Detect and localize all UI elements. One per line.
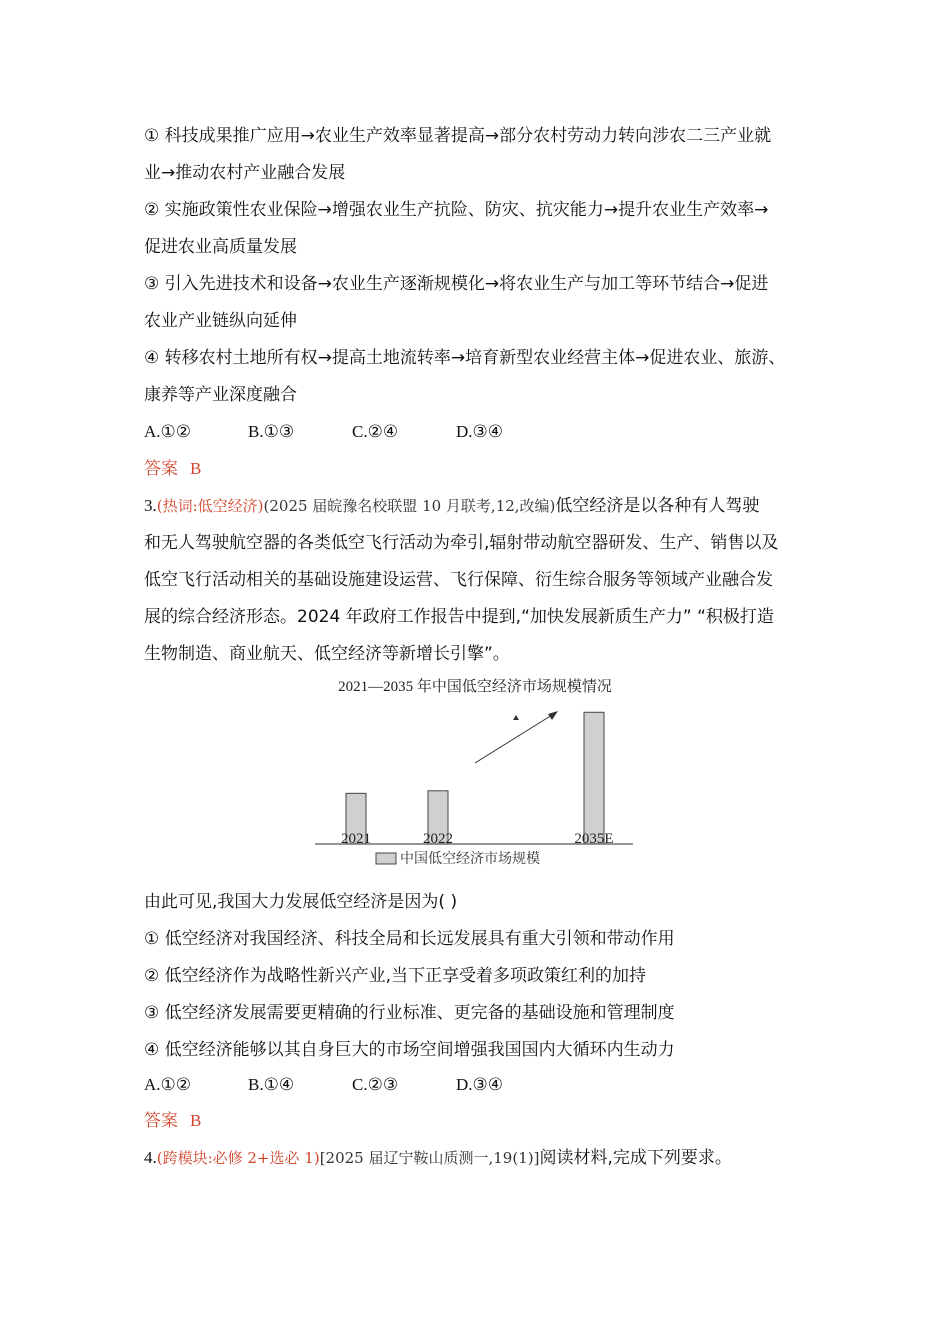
q3-stem-line-1: 和无人驾驶航空器的各类低空飞行活动为牵引,辐射带动航空器研发、生产、销售以及	[144, 533, 779, 553]
q4-tag: (跨模块:必修 2+选必 1)	[156, 1149, 320, 1167]
q4-stem: 阅读材料,完成下列要求。	[539, 1148, 732, 1168]
q2-answer	[144, 457, 201, 481]
q3-answer-label: 答案	[144, 1111, 178, 1131]
q3-answer-value: B	[190, 1111, 202, 1130]
bar-2035e	[584, 712, 604, 844]
q2-option-d: D.③④	[456, 422, 504, 441]
tick-label-2021: 2021	[341, 831, 371, 847]
q3-question: 由此可见,我国大力发展低空经济是因为( )	[144, 892, 458, 912]
q3-header	[144, 494, 759, 518]
q2-option-b: B.①③	[248, 422, 295, 441]
q2-item-1a: ① 科技成果推广应用→农业生产效率显著提高→部分农村劳动力转向涉农二三产业就	[144, 126, 772, 146]
q2-item-4a: ④ 转移农村土地所有权→提高土地流转率→培育新型农业经营主体→促进农业、旅游、	[144, 348, 786, 368]
q3-item-2: ② 低空经济作为战略性新兴产业,当下正享受着多项政策红利的加持	[144, 966, 647, 986]
q3-stem-line-3: 展的综合经济形态。2024 年政府工作报告中提到,“加快发展新质生产力” “积极打造	[144, 607, 774, 627]
q3-item-3: ③ 低空经济发展需要更精确的行业标准、更完备的基础设施和管理制度	[144, 1003, 675, 1023]
q3-number: 3.	[144, 496, 157, 515]
q2-item-3a: ③ 引入先进技术和设备→农业生产逐渐规模化→将农业生产与加工等环节结合→促进	[144, 274, 769, 294]
q2-options	[144, 420, 503, 444]
legend-swatch	[376, 853, 396, 864]
q3-option-d: D.③④	[456, 1075, 504, 1094]
chart-title: 2021—2035 年中国低空经济市场规模情况	[338, 679, 612, 695]
q2-item-3b: 农业产业链纵向延伸	[144, 311, 297, 331]
chart-bars	[346, 712, 604, 844]
q3-answer	[144, 1109, 201, 1133]
q3-stem-first: 低空经济是以各种有人驾驶	[555, 496, 760, 516]
q3-source: (2025 届皖豫名校联盟 10 月联考,12,改编)	[263, 497, 556, 515]
q2-option-a: A.①②	[144, 422, 192, 441]
q2-answer-label: 答案	[144, 459, 178, 479]
q2-item-2a: ② 实施政策性农业保险→增强农业生产抗险、防灾、抗灾能力→提升农业生产效率→	[144, 200, 769, 220]
q3-stem-line-2: 低空飞行活动相关的基础设施建设运营、飞行保障、衍生综合服务等领域产业融合发	[144, 570, 773, 590]
q4-source: [2025 届辽宁鞍山质测一,19(1)]	[319, 1149, 540, 1167]
q4-header	[144, 1146, 732, 1170]
q3-stem-line-4: 生物制造、商业航天、低空经济等新增长引擎”。	[144, 644, 510, 664]
tick-label-2035e: 2035E	[574, 831, 614, 847]
legend-label: 中国低空经济市场规模	[400, 851, 540, 867]
market-size-chart	[310, 672, 640, 872]
q2-item-1b: 业→推动农村产业融合发展	[144, 163, 346, 183]
q2-item-4b: 康养等产业深度融合	[144, 385, 297, 405]
q2-option-c: C.②④	[352, 422, 399, 441]
q3-option-b: B.①④	[248, 1075, 295, 1094]
q3-item-4: ④ 低空经济能够以其自身巨大的市场空间增强我国国内大循环内生动力	[144, 1040, 675, 1060]
q3-option-a: A.①②	[144, 1075, 192, 1094]
q4-number: 4.	[144, 1148, 157, 1167]
trend-arrow	[475, 715, 552, 763]
trend-arrow-head	[548, 711, 558, 720]
q3-item-1: ① 低空经济对我国经济、科技全局和长远发展具有重大引领和带动作用	[144, 929, 675, 949]
q3-tag: (热词:低空经济)	[156, 497, 264, 515]
q3-option-c: C.②③	[352, 1075, 399, 1094]
tick-label-2022: 2022	[423, 831, 453, 847]
q2-answer-value: B	[190, 459, 202, 478]
chart-marker-icon	[513, 715, 519, 720]
q3-options	[144, 1073, 503, 1097]
q2-item-2b: 促进农业高质量发展	[144, 237, 297, 257]
